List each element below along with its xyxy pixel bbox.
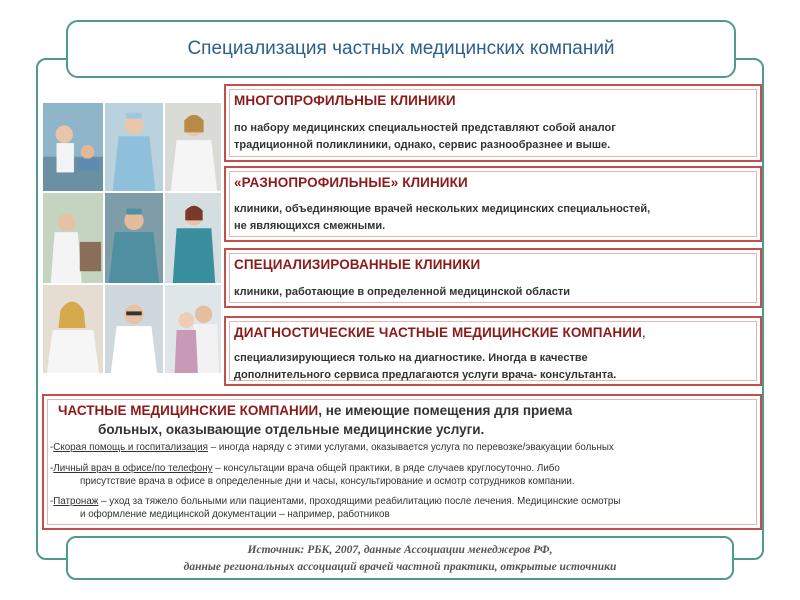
photo-doctor-glasses [104, 284, 164, 374]
card-diagnostic [224, 316, 762, 386]
card-title [234, 325, 646, 340]
private-companies-box [42, 394, 762, 530]
service-prefix: - [50, 496, 54, 507]
card-desc-line: по набору медицинских специальностей представляют собой аналог [234, 122, 616, 134]
card-specialized [224, 248, 762, 308]
card-desc-line: дополнительного сервиса предлагаются услуги врача- консультанта. [234, 369, 617, 381]
service-text: – уход за тяжело больными или пациентами, проходящими реабилитацию после лечения. Медицинские осмотры [98, 496, 621, 507]
service-ambulance [50, 442, 614, 454]
photo-patient-consult [42, 192, 104, 284]
photo-nurse [104, 102, 164, 192]
source-line: Источник: РБК, 2007, данные Ассоциации менеджеров РФ, [247, 544, 553, 556]
private-title-rest: , не имеющие помещения для приема [318, 403, 573, 418]
card-desc-line: клиники, работающие в определенной медицинской области [234, 286, 571, 298]
card-multiprofile [224, 84, 762, 162]
card-title: МНОГОПРОФИЛЬНЫЕ КЛИНИКИ [234, 93, 456, 108]
photo-doctor-woman [164, 102, 222, 192]
source-box [66, 536, 734, 580]
photo-doctor-teal [164, 192, 222, 284]
service-link-patronage[interactable]: Патронаж [53, 496, 99, 507]
service-link-personal-doctor[interactable]: Личный врач в офисе/по телефону [53, 463, 213, 474]
photo-blonde-doctor [42, 284, 104, 374]
photo-collage [42, 102, 222, 374]
page-title: Специализация частных медицинских компаний [187, 38, 615, 59]
private-title [58, 403, 572, 418]
photo-child-patient [164, 284, 222, 374]
service-text: – консультации врача общей практики, в ряде случаев круглосуточно. Либо [212, 463, 560, 474]
card-desc-line: традиционной поликлиники, однако, сервис разнообразнее и выше. [234, 139, 611, 151]
card-title-suffix: , [641, 325, 646, 340]
service-text: – иногда наряду с этими услугами, оказывается услуга по перевозке/эвакуации больных [207, 442, 614, 453]
card-desc-line: не являющихся смежными. [234, 220, 386, 232]
photo-dentist [42, 102, 104, 192]
source-line: данные региональных ассоциаций врачей частной практики, открытые источники [183, 561, 617, 573]
service-personal-doctor [50, 463, 560, 475]
private-title-bold: ЧАСТНЫЕ МЕДИЦИНСКИЕ КОМПАНИИ [58, 403, 319, 418]
service-patronage [50, 496, 620, 508]
card-desc-line: специализирующиеся только на диагностике. Иногда в качестве [234, 352, 588, 364]
photo-surgeon [104, 192, 164, 284]
card-desc-line: клиники, объединяющие врачей нескольких медицинских специальностей, [234, 203, 651, 215]
service-link-ambulance[interactable]: Скорая помощь и госпитализация [53, 442, 208, 453]
service-prefix: - [50, 442, 54, 453]
service-continuation: и оформление медицинской документации – например, работников [80, 509, 390, 520]
card-title: СПЕЦИАЛИЗИРОВАННЫЕ КЛИНИКИ [234, 257, 481, 272]
title-banner [66, 20, 736, 78]
card-diverse-profile [224, 166, 762, 242]
card-title: «РАЗНОПРОФИЛЬНЫЕ» КЛИНИКИ [234, 175, 468, 190]
service-continuation: присутствие врача в офисе в определенные дни и часы, консультирование и осмотр сотрудников компании. [80, 476, 575, 487]
service-prefix: - [50, 463, 54, 474]
private-title-line2: больных, оказывающие отдельные медицинские услуги. [98, 422, 485, 437]
card-title-text: ДИАГНОСТИЧЕСКИЕ ЧАСТНЫЕ МЕДИЦИНСКИЕ КОМПАНИИ [234, 325, 642, 340]
